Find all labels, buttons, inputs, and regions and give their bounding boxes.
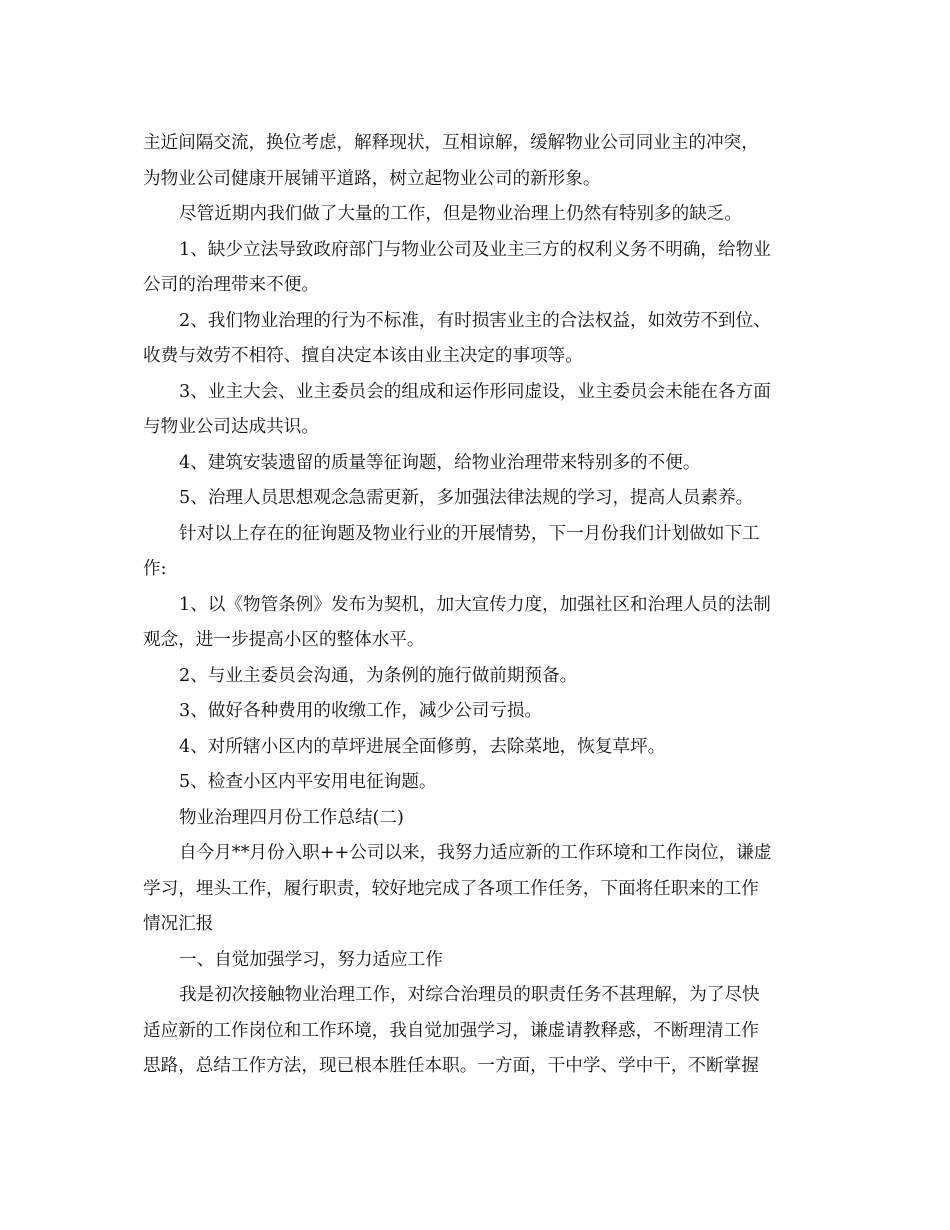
document-body xyxy=(143,126,808,1085)
text-line: 针对以上存在的征询题及物业行业的开展情势，下一月份我们计划做如下工 xyxy=(179,523,760,544)
text-line: 观念，进一步提高小区的整体水平。 xyxy=(143,630,425,650)
text-line: 4、建筑安装遗留的质量等征询题，给物业治理带来特别多的不便。 xyxy=(179,452,701,473)
text-line: 为物业公司健康开展铺平道路，树立起物业公司的新形象。 xyxy=(143,168,601,189)
text-line: 自今月**月份入职++公司以来，我努力适应新的工作环境和工作岗位，谦虚 xyxy=(179,843,772,863)
text-line: 情况汇报 xyxy=(143,914,214,934)
text-line: 3、业主大会、业主委员会的组成和运作形同虚设，业主委员会未能在各方面 xyxy=(179,381,771,402)
text-line: 1、以《物管条例》发布为契机，加大宣传力度，加强社区和治理人员的法制 xyxy=(179,594,771,615)
text-line: 2、与业主委员会沟通，为条例的施行做前期预备。 xyxy=(179,665,578,686)
text-line: 作: xyxy=(143,559,167,579)
text-line: 适应新的工作岗位和工作环境，我自觉加强学习，谦虚请教释惑，不断理清工作 xyxy=(143,1020,759,1041)
text-line: 学习，埋头工作，履行职责，较好地完成了各项工作任务，下面将任职来的工作 xyxy=(143,878,759,899)
text-line: 尽管近期内我们做了大量的工作，但是物业治理上仍然有特别多的缺乏。 xyxy=(179,204,743,224)
text-line: 一、自觉加强学习，努力适应工作 xyxy=(179,949,443,970)
text-line: 5、治理人员思想观念急需更新，多加强法律法规的学习，提高人员素养。 xyxy=(179,488,754,508)
text-line: 主近间隔交流，换位考虑，解释现状，互相谅解，缓解物业公司同业主的冲突， xyxy=(143,133,759,153)
text-line: 收费与效劳不相符、擅自决定本该由业主决定的事项等。 xyxy=(143,346,583,366)
text-line: 物业治理四月份工作总结(二) xyxy=(179,807,404,828)
text-line: 4、对所辖小区内的草坪进展全面修剪，去除菜地，恢复草坪。 xyxy=(179,736,666,757)
text-line: 5、检查小区内平安用电征询题。 xyxy=(179,772,437,792)
text-line: 公司的治理带来不便。 xyxy=(143,275,319,295)
text-line: 与物业公司达成共识。 xyxy=(143,417,319,437)
text-line: 2、我们物业治理的行为不标准，有时损害业主的合法权益，如效劳不到位、 xyxy=(179,310,771,331)
text-line: 我是初次接触物业治理工作，对综合治理员的职责任务不甚理解，为了尽快 xyxy=(179,985,760,1005)
text-line: 3、做好各种费用的收缴工作，减少公司亏损。 xyxy=(179,701,543,721)
text-line: 思路，总结工作方法，现已根本胜任本职。一方面，干中学、学中干，不断掌握 xyxy=(143,1056,759,1076)
text-line: 1、缺少立法导致政府部门与物业公司及业主三方的权利义务不明确，给物业 xyxy=(179,239,771,260)
